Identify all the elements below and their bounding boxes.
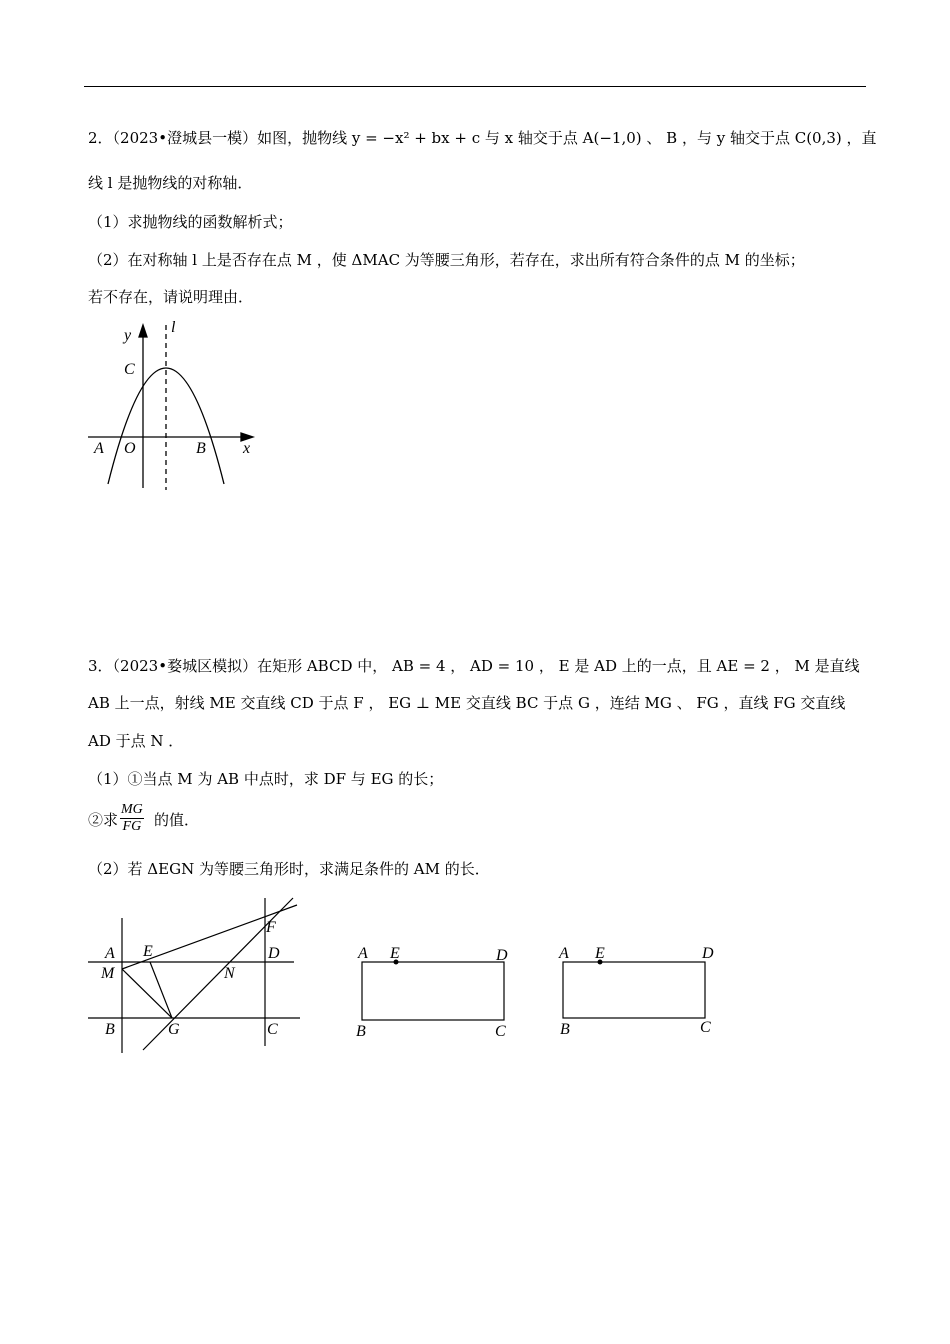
q3-line-2: AB 上一点，射线 ME 交直线 CD 于点 F ， EG ⊥ ME 交直线 BC 于点 G ，连结 MG 、 FG ，直线 FG 交直线 xyxy=(88,694,846,712)
parabola-figure xyxy=(88,325,253,490)
fig3-label-C: C xyxy=(700,1019,711,1036)
fig2-label-D: D xyxy=(496,947,508,964)
q3-part-1b-prefix: ②求 xyxy=(88,811,119,829)
fig1-label-A: A xyxy=(105,945,115,962)
fig1-label-B: B xyxy=(105,1021,115,1038)
label-B: B xyxy=(196,440,206,457)
fig1-label-E: E xyxy=(143,943,153,960)
fig2-label-A: A xyxy=(358,945,368,962)
fig1-label-M: M xyxy=(101,965,115,982)
fig1-label-C: C xyxy=(267,1021,278,1038)
label-A: A xyxy=(94,440,104,457)
label-l: l xyxy=(171,319,176,336)
fig2-label-B: B xyxy=(356,1023,366,1040)
fig1-label-N: N xyxy=(224,965,235,982)
q2-part-2: （2）在对称轴 l 上是否存在点 M ，使 ΔMAC 为等腰三角形，若存在，求出所有符合条件的点 M 的坐标； xyxy=(88,251,805,269)
fig2-label-E: E xyxy=(390,945,400,962)
fig1-label-F: F xyxy=(266,919,276,936)
q3-line-1: 3．（2023•婺城区模拟）在矩形 ABCD 中， AB = 4 ， AD = 10 ， E 是 AD 上的一点，且 AE = 2 ， M 是直线 xyxy=(88,657,860,675)
q3-part-2: （2）若 ΔEGN 为等腰三角形时，求满足条件的 AM 的长． xyxy=(88,860,490,878)
fig3-label-B: B xyxy=(560,1021,570,1038)
q2-part-1: （1）求抛物线的函数解析式； xyxy=(88,213,293,231)
label-C: C xyxy=(124,361,135,378)
rectangle-figure-3 xyxy=(558,945,714,1038)
q3-part-1: （1）①当点 M 为 AB 中点时，求 DF 与 EG 的长； xyxy=(88,770,444,788)
fig3-label-A: A xyxy=(559,945,569,962)
label-x: x xyxy=(243,440,251,457)
rectangle-figure-2 xyxy=(356,945,508,1040)
q2-line-5: 若不存在，请说明理由． xyxy=(88,288,254,306)
q2-line-2: 线 l 是抛物线的对称轴． xyxy=(88,174,253,192)
q3-line-3: AD 于点 N ． xyxy=(88,732,184,750)
fig3-label-E: E xyxy=(595,945,605,962)
fraction-numerator: MG xyxy=(121,802,143,817)
label-y: y xyxy=(124,327,132,344)
segment-EG xyxy=(150,962,172,1018)
q3-part-1b-suffix: 的值． xyxy=(154,811,200,829)
label-O: O xyxy=(124,440,136,457)
q2-line-1: 2．（2023•澄城县一模）如图，抛物线 y = −x² + bx + c 与 x 轴交于点 A(−1,0) 、 B ，与 y 轴交于点 C(0,3) ，直 xyxy=(88,129,877,147)
fraction-denominator: FG xyxy=(122,819,142,834)
fig3-label-D: D xyxy=(702,945,714,962)
fig2-label-C: C xyxy=(495,1023,506,1040)
fig1-label-G: G xyxy=(168,1021,180,1038)
fig1-label-D: D xyxy=(268,945,280,962)
y-axis-arrow xyxy=(139,325,147,337)
segment-MG xyxy=(122,969,172,1018)
